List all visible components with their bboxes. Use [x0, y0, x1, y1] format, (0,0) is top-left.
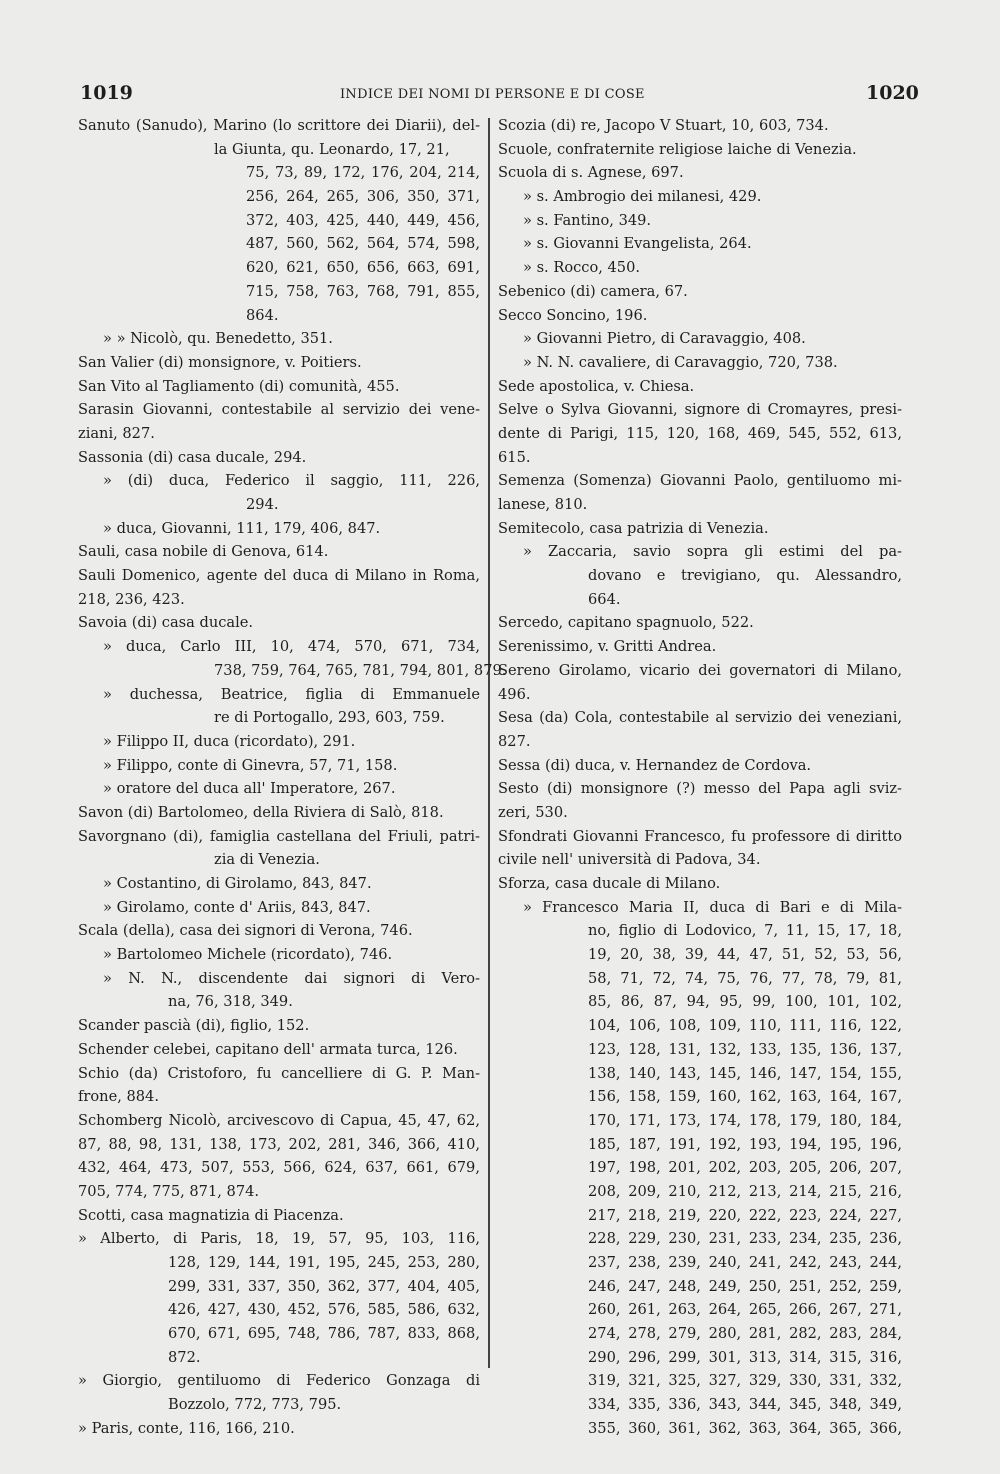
index-line: San Vito al Tagliamento (di) comunità, 455.	[78, 377, 400, 395]
index-line: zia di Venezia.	[214, 851, 320, 869]
index-line: » Bartolomeo Michele (ricordato), 746.	[103, 946, 393, 964]
index-line: Schio (da) Cristoforo, fu cancelliere di G. P. Man-	[78, 1064, 480, 1082]
index-line: 290, 296, 299, 301, 313, 314, 315, 316,	[588, 1348, 902, 1366]
index-line: Sede apostolica, v. Chiesa.	[498, 377, 695, 395]
index-line: Secco Soncino, 196.	[498, 306, 648, 324]
index-line: » Paris, conte, 116, 166, 210.	[78, 1419, 295, 1437]
index-line: Savorgnano (di), famiglia castellana del Friuli, patri-	[78, 827, 480, 845]
index-line: Sforza, casa ducale di Milano.	[498, 875, 721, 892]
index-line: » duchessa, Beatrice, figlia di Emmanuele	[103, 685, 480, 703]
index-line: » Filippo II, duca (ricordato), 291.	[103, 732, 356, 750]
index-line: 432, 464, 473, 507, 553, 566, 624, 637, 661, 679,	[78, 1159, 480, 1177]
index-line: 87, 88, 98, 131, 138, 173, 202, 281, 346, 366, 410,	[78, 1135, 480, 1153]
page-number-right: 1020	[866, 82, 919, 104]
index-line: 615.	[498, 448, 531, 466]
index-line: Sfondrati Giovanni Francesco, fu professore di diritto	[498, 827, 902, 845]
index-line: Savon (di) Bartolomeo, della Riviera di Salò, 818.	[78, 803, 444, 821]
index-line: Scozia (di) re, Jacopo V Stuart, 10, 603, 734.	[498, 117, 829, 134]
index-line: 260, 261, 263, 264, 265, 266, 267, 271,	[588, 1301, 902, 1319]
index-line: Scuole, confraternite religiose laiche di Venezia.	[498, 140, 857, 158]
index-line: » Girolamo, conte d' Ariis, 843, 847.	[103, 898, 371, 916]
index-line: 705, 774, 775, 871, 874.	[78, 1182, 260, 1200]
index-line: 319, 321, 325, 327, 329, 330, 331, 332,	[588, 1372, 902, 1390]
index-line: 864.	[246, 306, 279, 324]
index-line: 664.	[588, 590, 621, 608]
index-line: 827.	[498, 732, 531, 750]
index-line: 19, 20, 38, 39, 44, 47, 51, 52, 53, 56,	[588, 946, 902, 964]
index-line: » oratore del duca all' Imperatore, 267.	[103, 780, 396, 798]
index-line: Savoia (di) casa ducale.	[78, 614, 254, 632]
index-line: » Zaccaria, savio sopra gli estimi del pa-	[523, 543, 902, 561]
index-line: Sauli, casa nobile di Genova, 614.	[78, 543, 329, 561]
index-line: 496.	[498, 685, 531, 703]
index-line: 487, 560, 562, 564, 574, 598,	[246, 235, 480, 253]
index-line: 426, 427, 430, 452, 576, 585, 586, 632,	[168, 1301, 480, 1319]
index-line: Sessa (di) duca, v. Hernandez de Cordova.	[498, 756, 812, 774]
page-number-left: 1019	[80, 82, 133, 104]
index-line: 128, 129, 144, 191, 195, 245, 253, 280,	[168, 1254, 480, 1271]
index-line: zeri, 530.	[498, 803, 568, 821]
index-line: Sarasin Giovanni, contestabile al servizio dei vene-	[78, 401, 480, 419]
index-line: » duca, Giovanni, 111, 179, 406, 847.	[103, 519, 381, 537]
index-line: Sassonia (di) casa ducale, 294.	[78, 448, 307, 466]
index-line: 197, 198, 201, 202, 203, 205, 206, 207,	[588, 1159, 902, 1177]
index-line: no, figlio di Lodovico, 7, 11, 15, 17, 18,	[588, 922, 902, 940]
index-line: Semitecolo, casa patrizia di Venezia.	[498, 519, 769, 537]
index-line: 274, 278, 279, 280, 281, 282, 283, 284,	[588, 1325, 902, 1343]
index-line: 58, 71, 72, 74, 75, 76, 77, 78, 79, 81,	[588, 969, 902, 987]
index-line: na, 76, 318, 349.	[168, 993, 293, 1011]
index-line: » Alberto, di Paris, 18, 19, 57, 95, 103, 116,	[78, 1230, 480, 1248]
index-line: frone, 884.	[78, 1088, 159, 1106]
index-line: Schomberg Nicolò, arcivescovo di Capua, 45, 47, 62,	[78, 1111, 480, 1129]
index-line: Scotti, casa magnatizia di Piacenza.	[78, 1206, 344, 1224]
index-line: 246, 247, 248, 249, 250, 251, 252, 259,	[588, 1277, 902, 1295]
index-line: 75, 73, 89, 172, 176, 204, 214,	[246, 164, 480, 182]
index-line: » N. N., discendente dai signori di Vero-	[103, 969, 480, 987]
index-line: 156, 158, 159, 160, 162, 163, 164, 167,	[588, 1088, 902, 1106]
index-line: Sesa (da) Cola, contestabile al servizio dei veneziani,	[498, 709, 902, 727]
index-line: re di Portogallo, 293, 603, 759.	[214, 709, 445, 727]
index-line: Scala (della), casa dei signori di Verona, 746.	[78, 922, 413, 940]
index-line: Sebenico (di) camera, 67.	[498, 282, 688, 300]
index-line: » (di) duca, Federico il saggio, 111, 226,	[103, 472, 480, 490]
index-line: Sereno Girolamo, vicario dei governatori di Milano,	[498, 661, 902, 679]
index-line: la Giunta, qu. Leonardo, 17, 21,	[214, 140, 450, 158]
index-line: ziani, 827.	[78, 424, 155, 442]
index-line: Sauli Domenico, agente del duca di Milano in Roma,	[78, 567, 480, 585]
index-line: Scander pascià (di), figlio, 152.	[78, 1017, 310, 1035]
index-line: 185, 187, 191, 192, 193, 194, 195, 196,	[588, 1135, 902, 1153]
index-line: Scuola di s. Agnese, 697.	[498, 164, 684, 182]
index-line: San Valier (di) monsignore, v. Poitiers.	[78, 353, 362, 371]
index-line: 715, 758, 763, 768, 791, 855,	[246, 282, 480, 300]
index-line: Semenza (Somenza) Giovanni Paolo, gentiluomo mi-	[498, 472, 902, 490]
index-line: Schender celebei, capitano dell' armata turca, 126.	[78, 1040, 458, 1058]
index-line: 620, 621, 650, 656, 663, 691,	[246, 259, 480, 277]
index-line: 355, 360, 361, 362, 363, 364, 365, 366,	[588, 1419, 902, 1437]
index-line: » Costantino, di Girolamo, 843, 847.	[103, 875, 372, 892]
index-line: » s. Fantino, 349.	[523, 211, 652, 229]
page-header	[0, 82, 1000, 106]
index-line: 294.	[246, 496, 279, 513]
index-line: » duca, Carlo III, 10, 474, 570, 671, 734,	[103, 638, 480, 656]
index-line: lanese, 810.	[498, 496, 588, 513]
index-line: » s. Giovanni Evangelista, 264.	[523, 235, 752, 253]
index-line: » Francesco Maria II, duca di Bari e di Mila-	[523, 898, 902, 916]
index-line: 228, 229, 230, 231, 233, 234, 235, 236,	[588, 1230, 902, 1248]
index-line: 237, 238, 239, 240, 241, 242, 243, 244,	[588, 1254, 902, 1271]
index-line: Sesto (di) monsignore (?) messo del Papa agli sviz-	[498, 780, 902, 798]
index-line: 670, 671, 695, 748, 786, 787, 833, 868,	[168, 1325, 480, 1343]
index-line: 138, 140, 143, 145, 146, 147, 154, 155,	[588, 1064, 902, 1082]
column-divider	[488, 118, 490, 1368]
index-line: dente di Parigi, 115, 120, 168, 469, 545, 552, 613,	[498, 424, 902, 442]
index-line: Bozzolo, 772, 773, 795.	[168, 1396, 342, 1414]
index-line: » s. Ambrogio dei milanesi, 429.	[523, 188, 762, 206]
index-line: 872.	[168, 1348, 201, 1366]
index-line: 217, 218, 219, 220, 222, 223, 224, 227,	[588, 1206, 902, 1224]
index-line: 104, 106, 108, 109, 110, 111, 116, 122,	[588, 1017, 902, 1035]
index-line: 299, 331, 337, 350, 362, 377, 404, 405,	[168, 1277, 480, 1295]
index-line: » » Nicolò, qu. Benedetto, 351.	[103, 330, 333, 348]
index-line: 208, 209, 210, 212, 213, 214, 215, 216,	[588, 1182, 902, 1200]
index-line: 170, 171, 173, 174, 178, 179, 180, 184,	[588, 1111, 902, 1129]
index-line: Selve o Sylva Giovanni, signore di Cromayres, presi-	[498, 401, 902, 419]
index-line: 218, 236, 423.	[78, 590, 185, 608]
index-line: » Giorgio, gentiluomo di Federico Gonzaga di	[78, 1372, 480, 1390]
index-line: 738, 759, 764, 765, 781, 794, 801, 879.	[214, 661, 507, 679]
index-line: » Giovanni Pietro, di Caravaggio, 408.	[523, 330, 806, 348]
index-line: 85, 86, 87, 94, 95, 99, 100, 101, 102,	[588, 993, 902, 1011]
running-title: INDICE DEI NOMI DI PERSONE E DI COSE	[340, 87, 645, 102]
index-line: » s. Rocco, 450.	[523, 259, 641, 277]
index-line: » N. N. cavaliere, di Caravaggio, 720, 738.	[523, 353, 838, 371]
index-line: 123, 128, 131, 132, 133, 135, 136, 137,	[588, 1040, 902, 1058]
index-line: 334, 335, 336, 343, 344, 345, 348, 349,	[588, 1396, 902, 1414]
right-column	[498, 114, 902, 1441]
index-line: civile nell' università di Padova, 34.	[498, 851, 761, 869]
index-line: » Filippo, conte di Ginevra, 57, 71, 158.	[103, 756, 398, 774]
index-line: 256, 264, 265, 306, 350, 371,	[246, 188, 480, 206]
left-column	[78, 114, 507, 1441]
index-line: dovano e trevigiano, qu. Alessandro,	[588, 567, 902, 585]
index-line: 372, 403, 425, 440, 449, 456,	[246, 211, 480, 229]
index-line: Sercedo, capitano spagnuolo, 522.	[498, 614, 754, 632]
index-line: Serenissimo, v. Gritti Andrea.	[498, 638, 717, 656]
index-line: Sanuto (Sanudo), Marino (lo scrittore dei Diarii), del-	[78, 117, 480, 134]
